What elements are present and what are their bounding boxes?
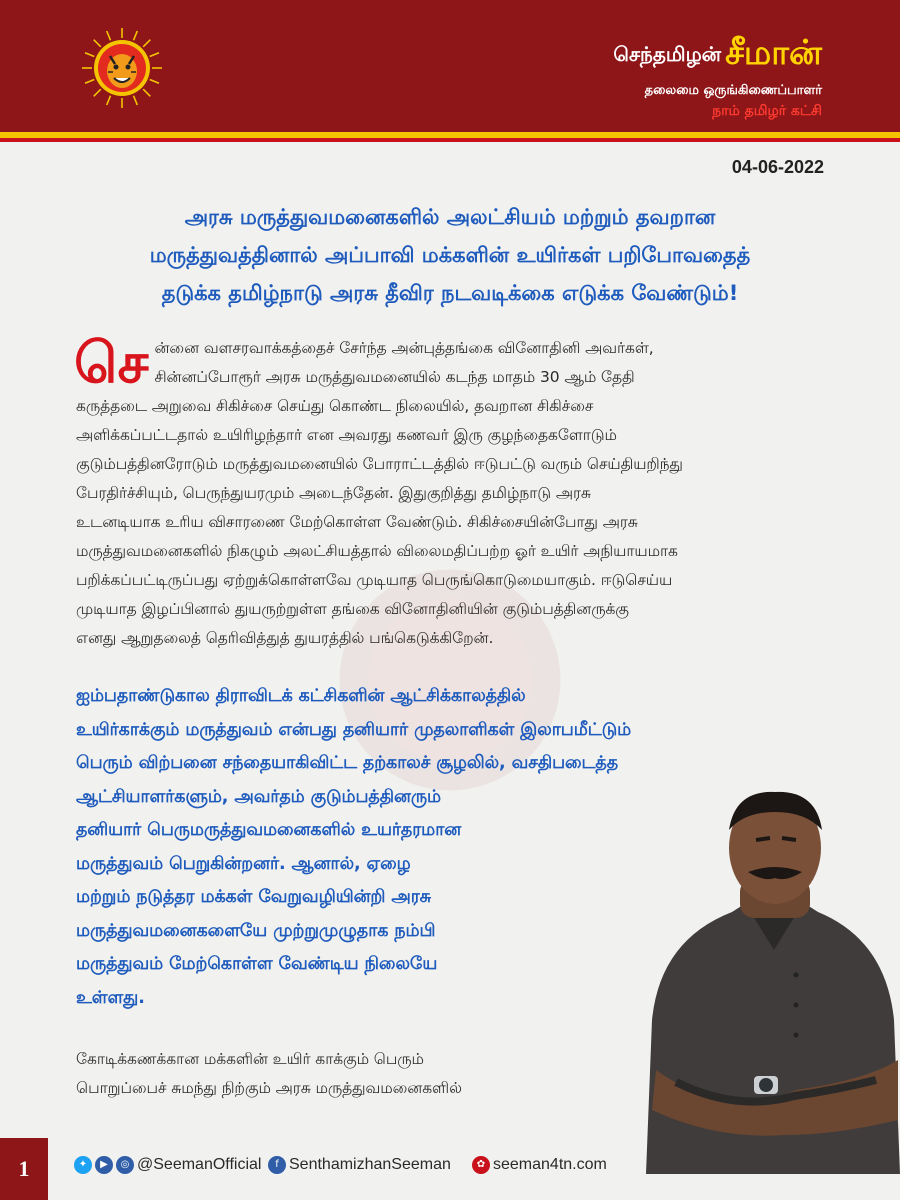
brand-name (613, 33, 822, 77)
paragraph-1 (74, 331, 836, 653)
paragraph-line: முடியாத இழப்பினால் துயருற்றுள்ள தங்கை வினோதினியின் குடும்பத்தினருக்கு (76, 600, 629, 618)
release-date: 04-06-2022 (731, 157, 824, 177)
website-url[interactable]: seeman4tn.com (493, 1156, 607, 1173)
paragraph-line: எனது ஆறுதலைத் தெரிவித்துத் துயரத்தில் பங்கெடுக்கிறேன். (76, 629, 494, 647)
brand-small: செந்தமிழன் (613, 42, 722, 66)
paragraph-3 (76, 1045, 636, 1103)
paragraph-line: அளிக்கப்பட்டதால் உயிரிழந்தார் என அவரது கணவர் இரு குழந்தைகளோடும் (76, 426, 617, 444)
paragraph-line: மருத்துவமனைகளில் நிகழும் அலட்சியத்தால் விலைமதிப்பற்ற ஓர் உயிர் அநியாயமாக (76, 542, 678, 560)
headline-line: மருத்துவத்தினால் அப்பாவி மக்களின் உயிர்கள் பறிபோவதைத் (149, 243, 751, 267)
paragraph-line: பெரும் விற்பனை சந்தையாகிவிட்ட தற்காலச் சூழலில், வசதிபடைத்த (76, 753, 618, 773)
paragraph-line: மருத்துவம் பெறுகின்றனர். ஆனால், ஏழை (76, 853, 411, 874)
youtube-icon[interactable]: ▶ (95, 1156, 113, 1174)
globe-icon[interactable]: ✿ (472, 1156, 490, 1174)
paragraph-2 (76, 680, 656, 1015)
paragraph-line: கருத்தடை அறுவை சிகிச்சை செய்து கொண்ட நிலையில், தவறான சிகிச்சை (76, 397, 594, 415)
drop-cap: செ (74, 331, 149, 396)
tiger-emblem-icon (80, 26, 164, 110)
paragraph-line: பேரதிர்ச்சியும், பெருந்துயரமும் அடைந்தேன். இதுகுறித்து தமிழ்நாடு அரசு (76, 484, 591, 502)
paragraph-line: ஐம்பதாண்டுகால திராவிடக் கட்சிகளின் ஆட்சிக்காலத்தில் (76, 686, 526, 706)
twitter-icon[interactable]: ✦ (74, 1156, 92, 1174)
headline-line: அரசு மருத்துவமனைகளில் அலட்சியம் மற்றும் தவறான (184, 205, 716, 229)
paragraph-line: உயிர்காக்கும் மருத்துவம் என்பது தனியார் முதலாளிகள் இலாபமீட்டும் (76, 719, 632, 740)
brand-title: தலைமை ஒருங்கிணைப்பாளர் (644, 83, 822, 98)
party-name: நாம் தமிழர் கட்சி (712, 103, 822, 119)
twitter-instagram-handle[interactable] (74, 1155, 261, 1175)
paragraph-line: மருத்துவமனைகளையே முற்றுமுழுதாக நம்பி (76, 920, 436, 941)
paragraph-line: ஆட்சியாளர்களும், அவர்தம் குடும்பத்தினரும் (76, 786, 441, 807)
website-link[interactable] (472, 1155, 607, 1175)
facebook-icon[interactable]: f (268, 1156, 286, 1174)
paragraph-line: சின்னப்போரூர் அரசு மருத்துவமனையில் கடந்த மாதம் 30 ஆம் தேதி (154, 368, 635, 386)
facebook-link[interactable] (268, 1155, 451, 1175)
paragraph-line: உடனடியாக உரிய விசாரணை மேற்கொள்ள வேண்டும். சிகிச்சையின்போது அரசு (76, 513, 638, 531)
paragraph-line: குடும்பத்தினரோடும் மருத்துவமனையில் போராட்டத்தில் ஈடுபட்டு வரும் செய்தியறிந்து (76, 455, 683, 473)
social-handle[interactable]: @SeemanOfficial (137, 1156, 262, 1173)
header-banner (0, 0, 900, 138)
instagram-icon[interactable]: ◎ (116, 1156, 134, 1174)
paragraph-line: கோடிக்கணக்கான மக்களின் உயிர் காக்கும் பெரும் (76, 1050, 424, 1068)
brand-block (613, 33, 822, 121)
paragraph-line: மருத்துவம் மேற்கொள்ள வேண்டிய நிலையே (76, 954, 438, 974)
paragraph-line: பறிக்கப்பட்டிருப்பது ஏற்றுக்கொள்ளவே முடியாத பெருங்கொடுமையாகும். ஈடுசெய்ய (76, 571, 673, 589)
leader-portrait (636, 790, 900, 1174)
paragraph-line: மற்றும் நடுத்தர மக்கள் வேறுவழியின்றி அரசு (76, 887, 431, 907)
paragraph-line: தனியார் பெருமருத்துவமனைகளில் உயர்தரமான (76, 820, 462, 840)
headline (80, 198, 820, 312)
headline-line: தடுக்க தமிழ்நாடு அரசு தீவிர நடவடிக்கை எடுக்க வேண்டும்! (161, 281, 739, 305)
paragraph-line: உள்ளது. (76, 987, 145, 1008)
paragraph-line: பொறுப்பைச் சுமந்து நிற்கும் அரசு மருத்துவமனைகளில் (76, 1079, 462, 1097)
facebook-name[interactable]: SenthamizhanSeeman (289, 1156, 451, 1173)
page-number: 1 (0, 1138, 48, 1200)
brand-big: சீமான் (725, 33, 822, 73)
paragraph-line: ன்னை வளசரவாக்கத்தைச் சேர்ந்த அன்புத்தங்கை வினோதினி அவர்கள், (154, 339, 654, 357)
